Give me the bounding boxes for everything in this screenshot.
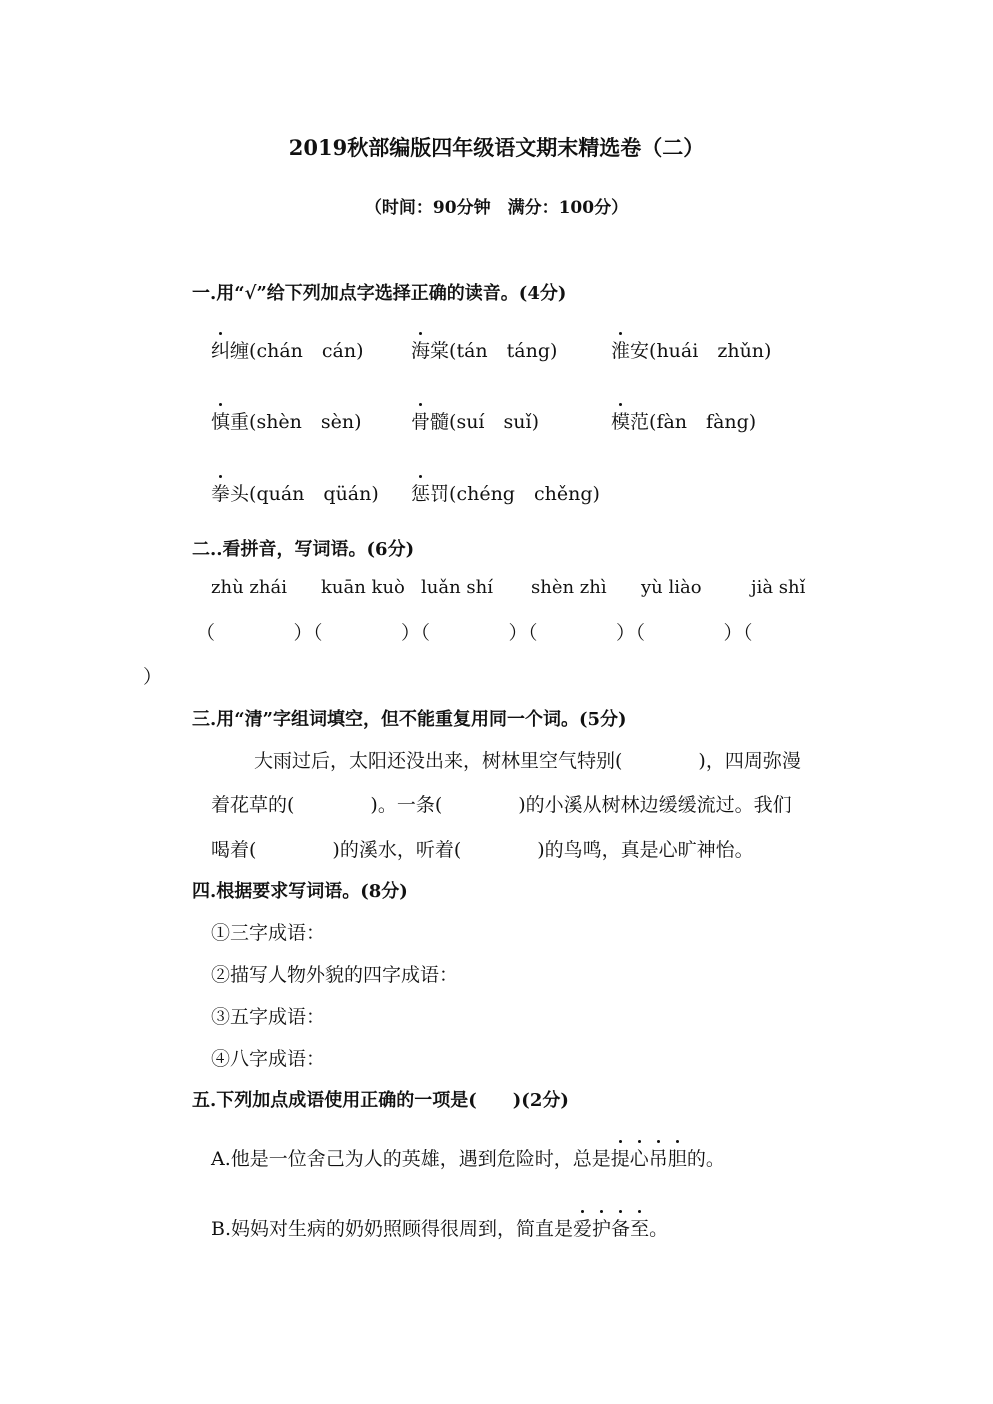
page-title: 2019秋部编版四年级语文期末精选卷（二）	[288, 135, 705, 160]
q5-option-b: B.妈妈对生病的奶奶照顾得很周到，简直是爱护备至。	[211, 1214, 668, 1241]
q1-item: 纠缠(chán cán)	[211, 336, 364, 363]
q1-item: 惩罚(chéng chěng)	[411, 479, 600, 506]
q3-passage-line: 着花草的( )。一条( )的小溪从树林边缓缓流过。我们	[211, 794, 792, 816]
q3-passage-line: 大雨过后，太阳还没出来，树林里空气特别( )，四周弥漫	[254, 750, 801, 772]
q1-heading: 一.用“√”给下列加点字选择正确的读音。(4分)	[192, 283, 567, 304]
q2-pinyin: zhù zhái	[211, 577, 287, 598]
q2-heading: 二..看拼音，写词语。(6分)	[192, 539, 415, 560]
q2-answer-blanks: ）	[143, 666, 163, 688]
q1-item: 慎重(shèn sèn)	[211, 407, 362, 434]
q4-item: ④八字成语：	[211, 1048, 326, 1070]
q1-item: 淮安(huái zhǔn)	[611, 336, 771, 363]
q2-pinyin: shèn zhì	[531, 577, 607, 598]
q3-passage-line: 喝着( )的溪水，听着( )的鸟鸣，真是心旷神怡。	[211, 839, 754, 861]
q2-pinyin: kuān kuò	[321, 577, 405, 598]
q3-heading: 三.用“清”字组词填空，但不能重复用同一个词。(5分)	[192, 709, 627, 730]
q1-item: 骨髓(suí suǐ)	[411, 407, 539, 434]
q2-pinyin: yù liào	[641, 577, 702, 598]
q1-item: 模范(fàn fàng)	[611, 407, 756, 434]
q1-item: 海棠(tán táng)	[411, 336, 557, 363]
q2-answer-blanks: （ ）（ ）（ ）（ ）（ ）（	[196, 622, 754, 644]
exam-info: （时间：90分钟 满分：100分）	[364, 198, 629, 218]
q4-item: ①三字成语：	[211, 922, 326, 944]
q5-heading: 五.下列加点成语使用正确的一项是( )(2分)	[192, 1090, 569, 1111]
q4-item: ②描写人物外貌的四字成语：	[211, 964, 459, 986]
q5-option-a: A.他是一位舍己为人的英雄，遇到危险时，总是提心吊胆的。	[211, 1144, 725, 1171]
q4-item: ③五字成语：	[211, 1006, 326, 1028]
q4-heading: 四.根据要求写词语。(8分)	[192, 881, 408, 902]
q1-item: 拳头(quán qüán)	[211, 479, 379, 506]
q2-pinyin: luǎn shí	[421, 577, 493, 598]
q2-pinyin: jià shǐ	[751, 577, 806, 598]
